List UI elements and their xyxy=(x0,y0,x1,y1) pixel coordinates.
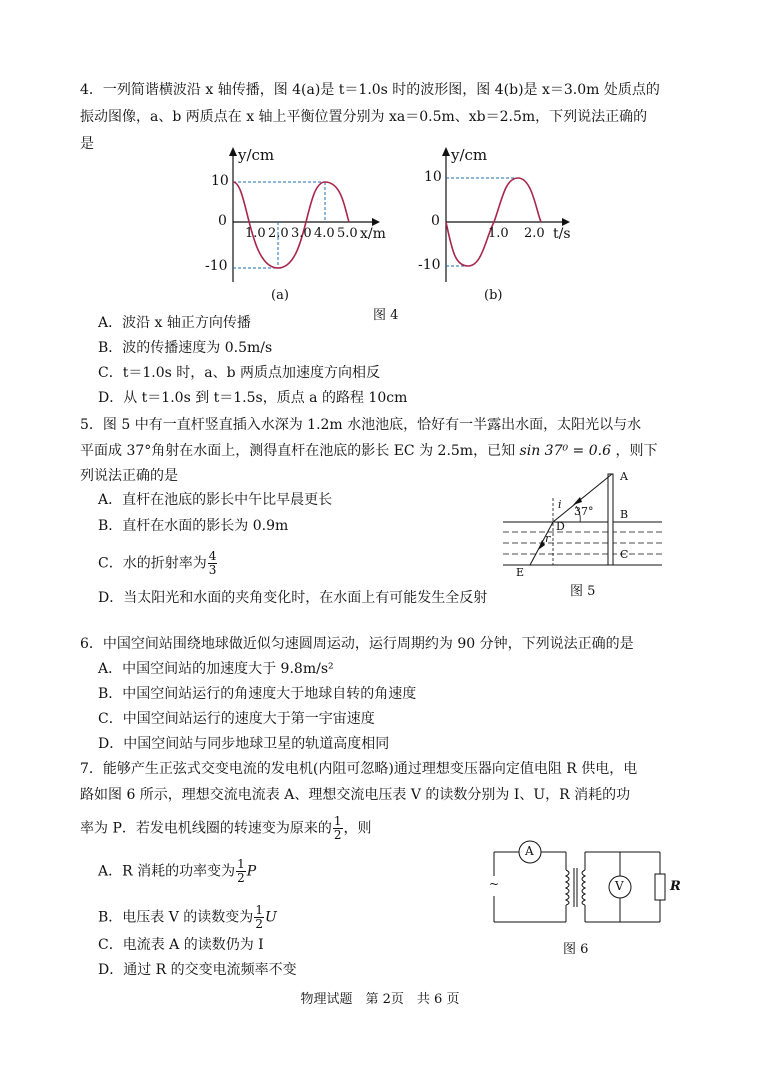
q6-option-d: D．中国空间站与同步地球卫星的轨道高度相同 xyxy=(98,736,390,752)
figure-5-label-b: B xyxy=(620,508,629,521)
q4-stem-line2: 振动图像，a、b 两质点在 x 轴上平衡位置分别为 xa＝0.5m、xb＝2.5m，下列说法正确的 xyxy=(80,109,648,125)
q7-option-b-text: B．电压表 V 的读数变为 xyxy=(98,909,254,926)
figure-5-label-c: C xyxy=(620,548,629,561)
figure-4a-xtick: 1.0 xyxy=(245,226,266,241)
figure-4a-ytick: 10 xyxy=(211,173,229,189)
voltmeter-label: V xyxy=(615,879,624,893)
q7-option-c: C．电流表 A 的读数仍为 I xyxy=(98,937,264,953)
q7-stem-line1: 7．能够产生正弦式交变电流的发电机(内阻可忽略)通过理想变压器向定值电阻 R 供电，电 xyxy=(80,761,638,777)
q4-stem-line1: 4．一列简谐横波沿 x 轴传播，图 4(a)是 t＝1.0s 时的波形图，图 4(b)是 x＝3.0m 处质点的 xyxy=(80,82,660,98)
figure-4b-ytick: 0 xyxy=(431,213,440,229)
q7-option-a-symbol: P xyxy=(246,863,257,880)
figure-5-label-r: r xyxy=(545,532,551,545)
q4-option-b: B．波的传播速度为 0.5m/s xyxy=(98,340,273,356)
q4-option-c: C．t＝1.0s 时，a、b 两质点加速度方向相反 xyxy=(98,365,380,381)
figure-4a-xtick: 4.0 xyxy=(314,226,335,241)
figure-4a-subcaption: (a) xyxy=(271,288,289,303)
q5-option-c-text: C．水的折射率为 xyxy=(98,555,207,572)
ammeter-label: A xyxy=(525,844,534,858)
page-footer: 物理试题 第 2页 共 6 页 xyxy=(300,992,460,1007)
figure-6-caption: 图 6 xyxy=(563,942,589,957)
q5-stem-line2-text: 平面成 37°角射在水面上，测得直杆在池底的影长 EC 为 2.5m，已知 xyxy=(80,443,516,459)
figure-5-label-d: D xyxy=(556,520,565,533)
q5-stem-line2-end: ，则下 xyxy=(615,443,658,459)
q4-option-d: D．从 t＝1.0s 到 t＝1.5s，质点 a 的路程 10cm xyxy=(98,390,408,406)
figure-4a-xlabel: x/m xyxy=(360,226,386,242)
figure-5-caption: 图 5 xyxy=(570,584,596,599)
q7-stem-line3-end: ，则 xyxy=(343,820,372,837)
figure-5-label-e: E xyxy=(516,566,525,579)
q7-option-a-fraction: $\frac{1}{2}$ xyxy=(237,857,245,885)
q5-option-d: D．当太阳光和水面的夹角变化时，在水面上有可能发生全反射 xyxy=(98,590,488,606)
q5-stem-line1: 5．图 5 中有一直杆竖直插入水深为 1.2m 水池池底，恰好有一半露出水面，太阳光以与水 xyxy=(80,417,642,433)
q6-option-a: A．中国空间站的加速度大于 9.8m/s² xyxy=(98,661,334,677)
q6-option-b: B．中国空间站运行的角速度大于地球自转的角速度 xyxy=(98,686,417,702)
q7-option-a-text: A．R 消耗的功率变为 xyxy=(98,863,236,880)
figure-4b-ytick: -10 xyxy=(418,257,441,273)
resistor-label: R xyxy=(670,879,681,894)
q4-option-a: A．波沿 x 轴正方向传播 xyxy=(98,315,251,331)
figure-4a-ytick: -10 xyxy=(205,258,228,274)
figure-5-label-a: A xyxy=(620,470,628,483)
figure-5-angle-label: 37° xyxy=(574,505,594,518)
q7-stem-line3-text: 率为 P．若发电机线圈的转速变为原来的 xyxy=(80,820,332,837)
q7-option-d: D．通过 R 的交变电流频率不变 xyxy=(98,962,297,978)
ac-source-icon: ~ xyxy=(489,877,500,891)
q5-sin-expression: sin 37⁰ = 0.6 xyxy=(519,443,611,459)
figure-4a-xtick: 2.0 xyxy=(268,226,289,241)
figure-5-label-i: i xyxy=(558,498,562,511)
q6-option-c: C．中国空间站运行的速度大于第一宇宙速度 xyxy=(98,711,375,727)
figure-4b-xtick: 2.0 xyxy=(524,226,545,241)
figure-4a-ytick: 0 xyxy=(218,213,227,229)
figure-4b-xtick: 1.0 xyxy=(488,226,509,241)
q7-stem-line2: 路如图 6 所示，理想交流电流表 A、理想交流电压表 V 的读数分别为 I、U，R 消耗的功 xyxy=(80,787,631,803)
figure-4b-ytick: 10 xyxy=(424,169,442,185)
q5-stem-line3: 列说法正确的是 xyxy=(80,468,178,484)
q7-stem-fraction: $\frac{1}{2}$ xyxy=(333,814,342,842)
figure-4a-xtick: 3.0 xyxy=(291,226,312,241)
figure-4b-xlabel: t/s xyxy=(553,226,571,242)
q5-option-b: B．直杆在水面的影长为 0.9m xyxy=(98,518,289,534)
q6-stem: 6．中国空间站围绕地球做近似匀速圆周运动，运行周期约为 90 分钟，下列说法正确的是 xyxy=(80,636,634,652)
q7-option-b-symbol: U xyxy=(264,909,277,926)
q7-option-b-fraction: $\frac{1}{2}$ xyxy=(255,903,263,931)
figure-4b-ylabel: y/cm xyxy=(451,146,488,164)
figure-4b-subcaption: (b) xyxy=(484,288,503,303)
q5-option-c-fraction: $\frac{4}{3}$ xyxy=(208,549,217,577)
q4-stem-line3: 是 xyxy=(80,136,94,152)
figure-4a-xtick: 5.0 xyxy=(337,226,358,241)
q5-option-a: A．直杆在池底的影长中午比早晨更长 xyxy=(98,492,333,508)
figure-4-caption: 图 4 xyxy=(373,308,399,323)
figure-4a-ylabel: y/cm xyxy=(238,146,275,164)
